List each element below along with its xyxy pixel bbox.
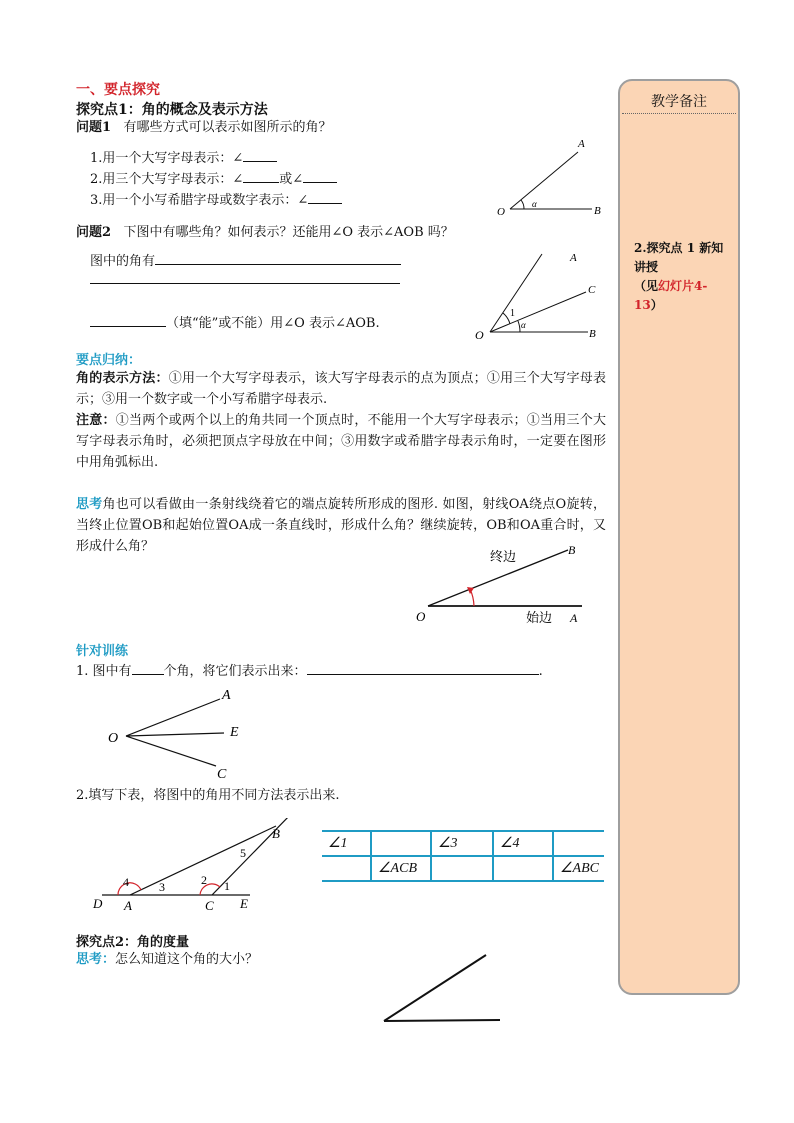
angle-table [322, 830, 604, 882]
q1-item-1-text: 1.用一个大写字母表示：∠ [90, 151, 244, 166]
blank-line[interactable] [155, 252, 401, 265]
sidebar-note [634, 239, 730, 315]
p1-mid: 个角，将它们表示出来： [163, 664, 307, 679]
sidebar-title: 教学备注 [651, 94, 707, 110]
label-4: 4 [123, 875, 129, 889]
note-label: 注意： [76, 413, 116, 428]
q1-item-1 [90, 148, 277, 169]
q1-text: 有哪些方式可以表示如图所示的角？ [123, 120, 332, 135]
q2-fill-line [90, 313, 380, 334]
method-label: 角的表示方法： [76, 371, 169, 386]
q2-fill-note: （填“能”或不能）用∠O 表示∠AOB. [166, 316, 380, 331]
label-E: E [230, 725, 239, 740]
q1-label: 问题1 [76, 120, 112, 135]
label-A: A [124, 898, 132, 913]
table-cell[interactable] [431, 856, 493, 881]
explore2-title: 探究点2：角的度量 [76, 935, 190, 950]
sidebar-note-close: ） [650, 298, 663, 312]
label-A: A [570, 611, 578, 625]
label-3: 3 [159, 880, 165, 894]
note-paragraph [76, 410, 606, 473]
label-E: E [240, 896, 248, 911]
method-paragraph [76, 368, 606, 410]
blank-line[interactable] [243, 149, 277, 162]
label-B: B [589, 328, 596, 340]
practice-1 [76, 661, 543, 682]
q2-angles-line [90, 251, 401, 272]
sidebar-note-main: 2.探究点 1 新知讲授 [634, 241, 724, 274]
think-label: 思考 [76, 497, 103, 512]
think2-text: 怎么知道这个角的大小？ [115, 952, 259, 967]
label-B: B [568, 543, 576, 557]
q1-item-2-or: 或∠ [279, 172, 304, 187]
p1-pre: 1. 图中有 [76, 664, 132, 679]
blank-line[interactable] [90, 283, 400, 284]
q2-label: 问题2 [76, 225, 112, 240]
label-O: O [475, 328, 484, 342]
sidebar-divider [622, 113, 736, 114]
start-side-label: 始边 [526, 610, 553, 625]
p1-end: . [538, 664, 543, 679]
label-5: 5 [240, 846, 246, 860]
q1-item-2 [90, 169, 337, 190]
label-1: 1 [510, 308, 515, 319]
q1-item-2-text: 2.用三个大写字母表示：∠ [90, 172, 244, 187]
method-text: ①用一个大写字母表示，该大写字母表示的点为顶点；①用三个大写字母表示；③用一个数字或一个小写希腊字母表示. [76, 371, 606, 407]
label-A: A [570, 252, 577, 264]
table-cell[interactable]: ∠ABC [553, 856, 604, 881]
sidebar-note-slides: 幻灯片4-13 [634, 279, 708, 312]
label-C: C [205, 898, 214, 913]
blank-line[interactable] [307, 662, 539, 675]
figure-three-rays [104, 684, 254, 784]
table-cell[interactable] [553, 831, 604, 856]
label-O: O [108, 731, 119, 746]
figure-angle-1 [490, 134, 615, 220]
label-1: 1 [224, 879, 230, 893]
q1-item-3-text: 3.用一个小写希腊字母或数字表示：∠ [90, 193, 309, 208]
practice-title: 针对训练 [76, 644, 129, 659]
figure-rotation [410, 540, 610, 630]
label-B: B [272, 826, 280, 841]
label-C: C [217, 767, 227, 782]
label-alpha: α [532, 199, 537, 209]
label-alpha: α [521, 320, 526, 330]
label-O: O [497, 206, 505, 218]
table-cell[interactable] [371, 831, 431, 856]
sidebar-note-open: （见 [634, 279, 659, 293]
explore1-title: 探究点1：角的概念及表示方法 [76, 102, 268, 118]
table-cell[interactable]: ∠1 [322, 831, 371, 856]
label-B: B [594, 205, 601, 217]
think2-paragraph [76, 949, 258, 970]
figure-triangle [90, 818, 290, 918]
section-title: 一、要点探究 [76, 82, 160, 98]
table-cell[interactable]: ∠4 [493, 831, 553, 856]
label-D: D [93, 896, 103, 911]
q1-item-3 [90, 190, 342, 211]
note-text: ①当两个或两个以上的角共同一个顶点时，不能用一个大写字母表示；①当用三个大写字母表示角时，必须把顶点字母放在中间；③用数字或希腊字母表示角时，一定要在图形中用角弧标出. [76, 413, 606, 470]
label-A: A [222, 688, 231, 703]
teaching-notes-sidebar [618, 79, 740, 995]
table-cell[interactable]: ∠3 [431, 831, 493, 856]
blank-line[interactable] [243, 170, 279, 183]
practice-2: 2.填写下表，将图中的角用不同方法表示出来. [76, 788, 340, 803]
q2-angles-prefix: 图中的角有 [90, 254, 156, 269]
label-A: A [578, 138, 585, 150]
table-cell[interactable] [493, 856, 553, 881]
blank-line[interactable] [90, 314, 166, 327]
table-cell[interactable] [322, 856, 371, 881]
blank-line[interactable] [308, 191, 342, 204]
question-1 [76, 117, 331, 138]
blank-line[interactable] [303, 170, 337, 183]
table-row [322, 831, 604, 856]
label-2: 2 [201, 873, 207, 887]
q2-text: 下图中有哪些角？如何表示？还能用∠O 表示∠AOB 吗？ [123, 225, 454, 240]
label-O: O [416, 609, 426, 624]
label-C: C [588, 284, 596, 296]
table-row [322, 856, 604, 881]
end-side-label: 终边 [490, 549, 517, 564]
figure-measure-angle [380, 950, 510, 1030]
summary-title: 要点归纳： [76, 353, 142, 368]
question-2 [76, 222, 454, 243]
table-cell[interactable]: ∠ACB [371, 856, 431, 881]
think2-label: 思考： [76, 952, 116, 967]
think-text: 角也可以看做由一条射线绕着它的端点旋转所形成的图形. 如图，射线OA绕点O旋转，当终止位置OB和起始位置OA成一条直线时，形成什么角？继续旋转，OB和OA重合时，又形成什么角？ [76, 497, 606, 554]
figure-angle-2 [470, 248, 610, 348]
blank-line[interactable] [132, 662, 164, 675]
